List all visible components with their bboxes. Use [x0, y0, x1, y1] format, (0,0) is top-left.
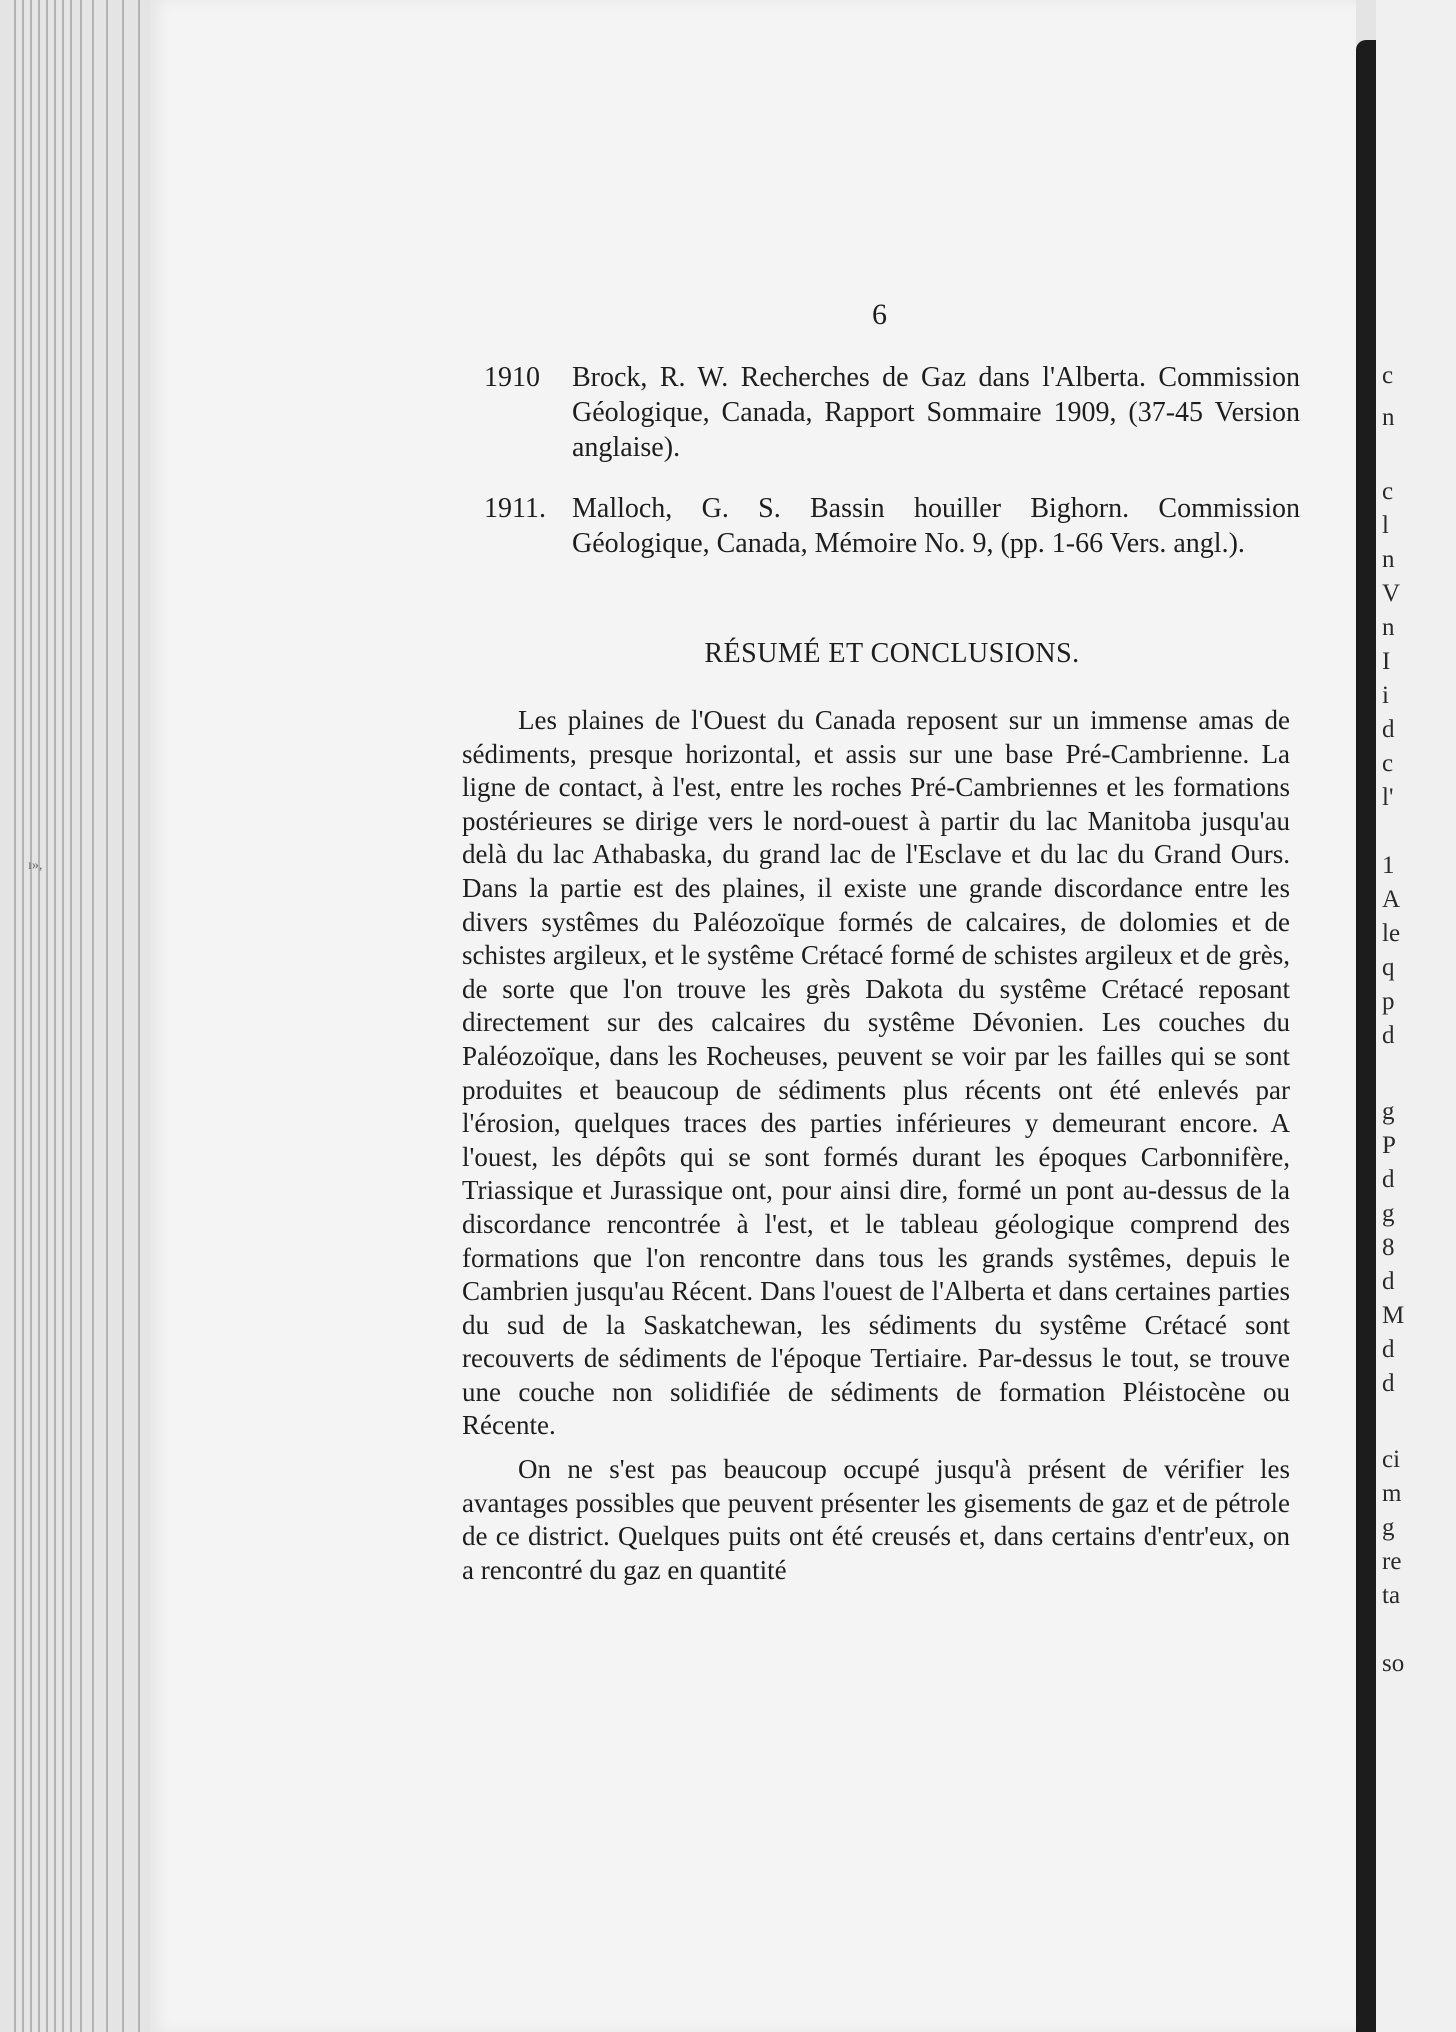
margin-mark: ı»,: [28, 858, 43, 873]
page-edge: [80, 0, 82, 2032]
facing-page-fragment: m: [1382, 1480, 1402, 1507]
facing-page-fragment: g: [1382, 1514, 1395, 1541]
book-gutter: [1356, 40, 1376, 2032]
facing-page-fragment: l: [1382, 512, 1389, 539]
facing-page-fragment: g: [1382, 1200, 1395, 1227]
page-edge: [38, 0, 40, 2032]
facing-page-fragment: p: [1382, 988, 1395, 1015]
page-edge: [14, 0, 16, 2032]
facing-page-fragment: c: [1382, 362, 1394, 389]
page-edge: [106, 0, 108, 2032]
facing-page-fragment: d: [1382, 1336, 1395, 1363]
facing-page-fragment: d: [1382, 1166, 1395, 1193]
facing-page-fragment: l': [1382, 784, 1394, 811]
page-edge: [54, 0, 56, 2032]
facing-page-fragment: so: [1382, 1650, 1405, 1677]
facing-page-fragment: c: [1382, 478, 1394, 505]
facing-page-fragment: q: [1382, 954, 1395, 981]
page-edge: [62, 0, 64, 2032]
page-edge: [138, 0, 140, 2032]
facing-page-fragment: d: [1382, 716, 1395, 743]
paragraph: On ne s'est pas beaucoup occupé jusqu'à présent de vérifier les avantages possibles que peuvent présenter les gisements de gaz et de pétrole de ce district. Quelques puits ont été creusés et, dans certains d'entr'eux, on a rencontré du gaz en quantité: [462, 1454, 1290, 1585]
facing-page-fragment: V: [1382, 580, 1401, 607]
bibliography-year: 1910: [484, 362, 540, 393]
facing-page-fragment: n: [1382, 404, 1395, 431]
facing-page-fragment: d: [1382, 1370, 1395, 1397]
facing-page-fragment: le: [1382, 920, 1401, 947]
facing-page-fragment: re: [1382, 1548, 1402, 1575]
facing-page-fragment: g: [1382, 1098, 1395, 1125]
page-number: 6: [872, 298, 887, 331]
facing-page-fragment: 1: [1382, 852, 1395, 879]
facing-page-fragment: 8: [1382, 1234, 1395, 1261]
bibliography-text: Malloch, G. S. Bassin houiller Bighorn. Commission Géologique, Canada, Mémoire No. 9, (pp. 1-66 Vers. angl.).: [572, 493, 1300, 559]
facing-page-fragment: ta: [1382, 1582, 1401, 1609]
section-heading: RÉSUMÉ ET CONCLUSIONS.: [704, 638, 1080, 669]
facing-page-fragment: n: [1382, 614, 1395, 641]
facing-page-fragment: M: [1382, 1302, 1405, 1329]
paragraph: Les plaines de l'Ouest du Canada reposent sur un immense amas de sédiments, presque horizontal, et assis sur une base Pré-Cambrienne. La ligne de contact, à l'est, entre les roches Pré-Cambriennes et les formations postérieures se dirige vers le nord-ouest à partir du lac Manitoba jusqu'au delà du lac Athabaska, du grand lac de l'Esclave et du lac du Grand Ours. Dans la partie est des plaines, il existe une grande discordance entre les divers systêmes du Paléozoïque formés de calcaires, de dolomies et de schistes argileux, et le systême Crétacé formé de schistes argileux et de grès, de sorte que l'on trouve les grès Dakota du systême Crétacé reposant directement sur des calcaires du systême Dévonien. Les couches du Paléozoïque, dans les Rocheuses, peuvent se voir par les failles qui se sont produites et beaucoup de sédiments plus récents ont été enlevés par l'érosion, quelques traces des parties inférieures y demeurant encore. A l'ouest, les dépôts qui se sont formés durant les époques Carbonnifère, Triassique et Jurassique ont, pour ainsi dire, formé un pont au-dessus de la discordance rencontrée à l'est, et le tableau géologique comprend des formations que l'on rencontre dans tous les grands systêmes, depuis le Cambrien jusqu'au Récent. Dans l'ouest de l'Alberta et dans certaines parties du sud de la Saskatchewan, les sédiments du systême Crétacé sont recouverts de sédiments de l'époque Tertiaire. Par-dessus le tout, se trouve une couche non solidifiée de sédiments de formation Pléistocène ou Récente.: [462, 705, 1290, 1441]
body-text: [462, 704, 1290, 1597]
facing-page-fragment: n: [1382, 546, 1395, 573]
facing-page-fragment: d: [1382, 1022, 1395, 1049]
bibliography-year: 1911.: [484, 493, 546, 524]
facing-page-fragment: d: [1382, 1268, 1395, 1295]
facing-page-fragment: i: [1382, 682, 1389, 709]
facing-page-edge: [1376, 0, 1456, 2032]
page-edge: [70, 0, 72, 2032]
facing-page-fragment: c: [1382, 750, 1394, 777]
bibliography: [484, 360, 1300, 587]
bibliography-entry: [484, 491, 1300, 561]
facing-page-fragment: I: [1382, 648, 1391, 675]
facing-page-fragment: P: [1382, 1132, 1396, 1159]
page-edge: [30, 0, 32, 2032]
bibliography-entry: [484, 360, 1300, 465]
page-edge: [46, 0, 48, 2032]
page-edge: [22, 0, 24, 2032]
facing-page-fragment: ci: [1382, 1446, 1401, 1473]
bibliography-text: Brock, R. W. Recherches de Gaz dans l'Alberta. Commission Géologique, Canada, Rapport Sommaire 1909, (37-45 Version anglaise).: [572, 362, 1300, 463]
facing-page-fragment: A: [1382, 886, 1401, 913]
page-edge: [92, 0, 94, 2032]
page-edge: [122, 0, 124, 2032]
